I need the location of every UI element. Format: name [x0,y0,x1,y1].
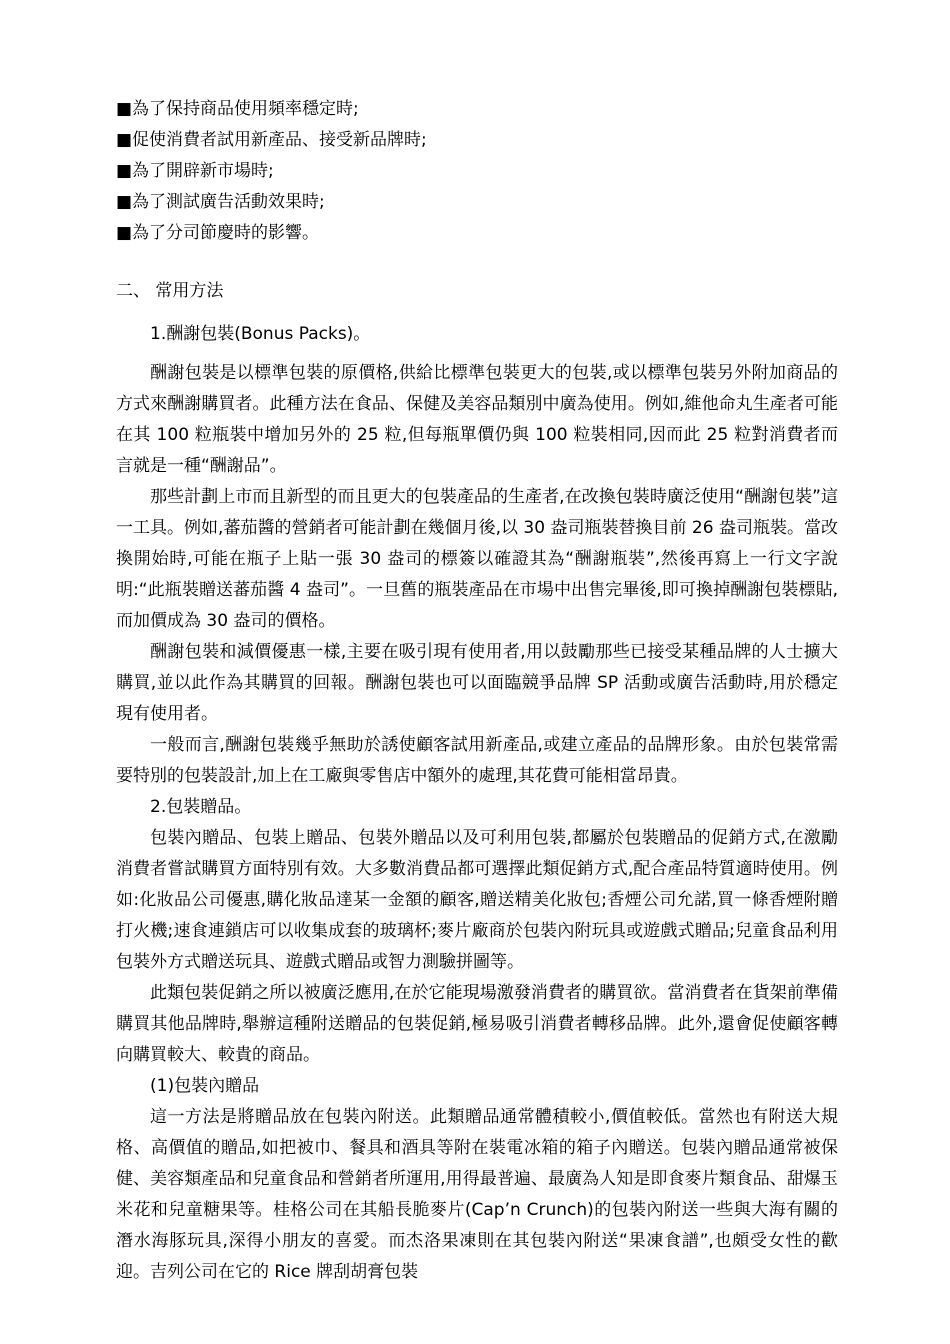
paragraph: 此類包裝促銷之所以被廣泛應用,在於它能現場激發消費者的購買欲。當消費者在貨架前準備購買其他品牌時,舉辦這種附送贈品的包裝促銷,極易吸引消費者轉移品牌。此外,還會促使顧客轉向購買較大、較貴的商品。 [116,983,838,1065]
section-heading: 二、 常用方法 [116,281,224,301]
paragraph: 一般而言,酬謝包裝幾乎無助於誘使顧客試用新產品,或建立產品的品牌形象。由於包裝常需要特別的包裝設計,加上在工廠與零售店中額外的處理,其花費可能相當昂貴。 [116,735,838,786]
subheading-in-package-gifts: (1)包裝內贈品 [150,1076,260,1096]
subheading-package-gifts: 2.包裝贈品。 [150,797,252,817]
bullet-item: ■為了測試廣告活動效果時; [116,192,325,212]
paragraph: 包裝內贈品、包裝上贈品、包裝外贈品以及可利用包裝,都屬於包裝贈品的促銷方式,在激勵消費者嘗試購買方面特別有效。大多數消費品都可選擇此類促銷方式,配合產品特質適時使用。例如:化妝品公司優惠,購化妝品達某一金額的顧客,贈送精美化妝包;香煙公司允諾,買一條香煙附贈打火機;速食連鎖店可以收集成套的玻璃杯;麥片廠商於包裝內附玩具或遊戲式贈品;兒童食品利用包裝外方式贈送玩具、遊戲式贈品或智力測驗拼圖等。 [116,828,838,972]
bullet-item: ■為了分司節慶時的影響。 [116,223,320,243]
paragraph: 酬謝包裝和減價優惠一樣,主要在吸引現有使用者,用以鼓勵那些已接受某種品牌的人士擴大購買,並以此作為其購買的回報。酬謝包裝也可以面臨競爭品牌 SP 活動或廣告活動時,用於穩定現有使用者。 [116,642,838,724]
paragraph: 酬謝包裝是以標準包裝的原價格,供給比標準包裝更大的包裝,或以標準包裝另外附加商品的方式來酬謝購買者。此種方法在食品、保健及美容品類別中廣為使用。例如,維他命丸生產者可能在其 100 粒瓶裝中增加另外的 25 粒,但每瓶單價仍與 100 粒裝相同,因而此 25 粒對消費者而言就是一種“酬謝品”。 [116,363,838,476]
bullet-item: ■為了開辟新市場時; [116,161,274,181]
bullet-item: ■促使消費者試用新產品、接受新品牌時; [116,130,427,150]
document-body [116,94,838,1288]
paragraph: 那些計劃上市而且新型的而且更大的包裝產品的生產者,在改換包裝時廣泛使用“酬謝包裝”這一工具。例如,蕃茄醬的營銷者可能計劃在幾個月後,以 30 盎司瓶裝替換目前 26 盎司瓶裝。當改換開始時,可能在瓶子上貼一張 30 盎司的標簽以確證其為“酬謝瓶裝”,然後再寫上一行文字說明:“此瓶裝贈送蕃茄醬 4 盎司”。一旦舊的瓶裝產品在市場中出售完畢後,即可換掉酬謝包裝標貼,而加價成為 30 盎司的價格。 [116,487,838,631]
subheading-bonus-packs: 1.酬謝包裝(Bonus Packs)。 [150,324,371,344]
paragraph: 這一方法是將贈品放在包裝內附送。此類贈品通常體積較小,價值較低。當然也有附送大規格、高價值的贈品,如把被巾、餐具和酒具等附在裝電冰箱的箱子內贈送。包裝內贈品通常被保健、美容類產品和兒童食品和營銷者所運用,用得最普遍、最廣為人知是即食麥片類食品、甜爆玉米花和兒童糖果等。桂格公司在其船長脆麥片(Cap’n Crunch)的包裝內附送一些與大海有關的潛水海豚玩具,深得小朋友的喜愛。而杰洛果凍則在其包裝內附送“果凍食譜”,也頗受女性的歡迎。吉列公司在它的 Rice 牌刮胡膏包裝 [116,1107,838,1282]
bullet-item: ■為了保持商品使用頻率穩定時; [116,99,359,119]
